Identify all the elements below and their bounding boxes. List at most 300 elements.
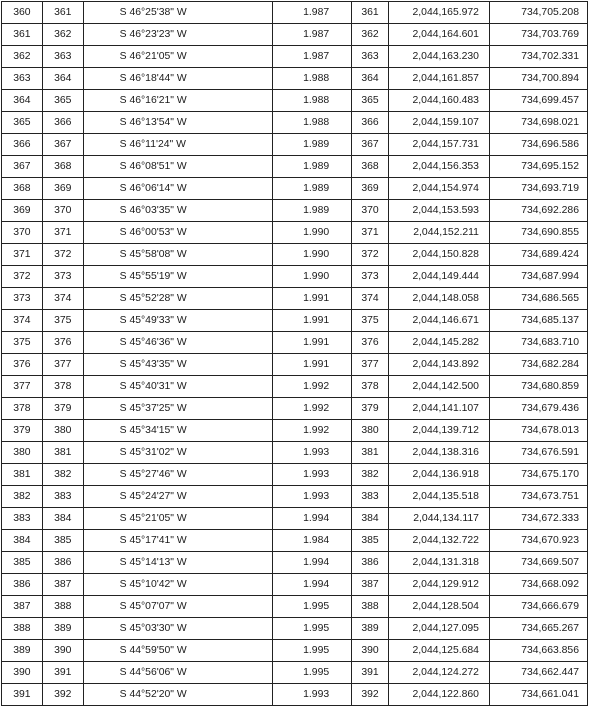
- distance-cell: [272, 662, 352, 684]
- y-coordinate-cell: [388, 398, 489, 420]
- x-coordinate-cell: [489, 46, 587, 68]
- from-station-text: 383: [13, 513, 31, 524]
- table-row: [2, 464, 588, 486]
- from-station-cell: [2, 640, 43, 662]
- to-station-cell: [42, 288, 83, 310]
- distance-cell: [272, 46, 352, 68]
- from-station-cell: [2, 46, 43, 68]
- to-station-text: 387: [54, 579, 72, 590]
- x-coordinate-cell: [489, 310, 587, 332]
- y-coordinate-cell: [388, 134, 489, 156]
- from-station-cell: [2, 684, 43, 706]
- y-coordinate-text: 2,044,157.731: [412, 139, 479, 150]
- x-coordinate-text: 734,699.457: [521, 95, 579, 106]
- bearing-cell: [83, 288, 272, 310]
- point-text: 387: [361, 579, 379, 590]
- from-station-cell: [2, 618, 43, 640]
- point-cell: [352, 662, 389, 684]
- x-coordinate-text: 734,690.855: [521, 227, 579, 238]
- from-station-text: 376: [13, 359, 31, 370]
- distance-text: 1.994: [303, 513, 330, 524]
- y-coordinate-text: 2,044,131.318: [412, 557, 479, 568]
- y-coordinate-cell: [388, 68, 489, 90]
- from-station-text: 372: [13, 271, 31, 282]
- bearing-cell: [83, 354, 272, 376]
- distance-cell: [272, 222, 352, 244]
- distance-cell: [272, 266, 352, 288]
- bearing-cell: [83, 420, 272, 442]
- to-station-cell: [42, 618, 83, 640]
- bearing-cell: [83, 178, 272, 200]
- from-station-text: 373: [13, 293, 31, 304]
- to-station-cell: [42, 310, 83, 332]
- x-coordinate-cell: [489, 618, 587, 640]
- point-text: 386: [361, 557, 379, 568]
- y-coordinate-cell: [388, 464, 489, 486]
- table-row: [2, 398, 588, 420]
- x-coordinate-text: 734,662.447: [521, 667, 579, 678]
- point-cell: [352, 68, 389, 90]
- bearing-cell: [83, 2, 272, 24]
- distance-cell: [272, 464, 352, 486]
- x-coordinate-text: 734,670.923: [521, 535, 579, 546]
- distance-text: 1.995: [303, 623, 330, 634]
- bearing-text: S 44°59'50" W: [119, 645, 187, 656]
- distance-text: 1.990: [303, 227, 330, 238]
- distance-text: 1.994: [303, 557, 330, 568]
- from-station-text: 382: [13, 491, 31, 502]
- table-row: [2, 156, 588, 178]
- distance-text: 1.992: [303, 425, 330, 436]
- point-cell: [352, 398, 389, 420]
- table-row: [2, 200, 588, 222]
- point-cell: [352, 178, 389, 200]
- to-station-text: 368: [54, 161, 72, 172]
- bearing-cell: [83, 574, 272, 596]
- distance-cell: [272, 684, 352, 706]
- y-coordinate-cell: [388, 200, 489, 222]
- y-coordinate-cell: [388, 662, 489, 684]
- y-coordinate-text: 2,044,160.483: [412, 95, 479, 106]
- bearing-text: S 46°25'38" W: [119, 7, 187, 18]
- point-cell: [352, 310, 389, 332]
- x-coordinate-cell: [489, 288, 587, 310]
- distance-text: 1.992: [303, 403, 330, 414]
- distance-text: 1.991: [303, 293, 330, 304]
- from-station-cell: [2, 508, 43, 530]
- bearing-cell: [83, 376, 272, 398]
- x-coordinate-cell: [489, 24, 587, 46]
- point-cell: [352, 46, 389, 68]
- table-row: [2, 46, 588, 68]
- bearing-cell: [83, 68, 272, 90]
- to-station-text: 371: [54, 227, 72, 238]
- to-station-cell: [42, 2, 83, 24]
- bearing-text: S 46°23'23" W: [119, 29, 187, 40]
- y-coordinate-cell: [388, 46, 489, 68]
- distance-text: 1.988: [303, 117, 330, 128]
- distance-cell: [272, 112, 352, 134]
- x-coordinate-cell: [489, 68, 587, 90]
- distance-cell: [272, 332, 352, 354]
- table-row: [2, 310, 588, 332]
- table-row: [2, 112, 588, 134]
- y-coordinate-text: 2,044,139.712: [412, 425, 479, 436]
- x-coordinate-cell: [489, 486, 587, 508]
- to-station-cell: [42, 46, 83, 68]
- bearing-text: S 45°43'35" W: [119, 359, 187, 370]
- to-station-text: 382: [54, 469, 72, 480]
- table-row: [2, 288, 588, 310]
- table-row: [2, 442, 588, 464]
- table-row: [2, 222, 588, 244]
- bearing-cell: [83, 112, 272, 134]
- from-station-text: 380: [13, 447, 31, 458]
- table-row: [2, 420, 588, 442]
- table-row: [2, 552, 588, 574]
- y-coordinate-text: 2,044,132.722: [412, 535, 479, 546]
- y-coordinate-cell: [388, 112, 489, 134]
- bearing-text: S 46°06'14" W: [119, 183, 187, 194]
- table-row: [2, 508, 588, 530]
- distance-cell: [272, 244, 352, 266]
- to-station-text: 376: [54, 337, 72, 348]
- y-coordinate-cell: [388, 552, 489, 574]
- from-station-text: 385: [13, 557, 31, 568]
- y-coordinate-text: 2,044,135.518: [412, 491, 479, 502]
- point-text: 382: [361, 469, 379, 480]
- x-coordinate-text: 734,663.856: [521, 645, 579, 656]
- distance-text: 1.991: [303, 359, 330, 370]
- bearing-text: S 45°07'07" W: [119, 601, 187, 612]
- to-station-text: 378: [54, 381, 72, 392]
- distance-text: 1.988: [303, 95, 330, 106]
- distance-text: 1.995: [303, 601, 330, 612]
- from-station-cell: [2, 288, 43, 310]
- bearing-text: S 46°16'21" W: [119, 95, 187, 106]
- point-cell: [352, 266, 389, 288]
- from-station-text: 364: [13, 95, 31, 106]
- bearing-cell: [83, 266, 272, 288]
- from-station-text: 379: [13, 425, 31, 436]
- x-coordinate-text: 734,698.021: [521, 117, 579, 128]
- bearing-text: S 45°49'33" W: [119, 315, 187, 326]
- from-station-cell: [2, 244, 43, 266]
- to-station-text: 366: [54, 117, 72, 128]
- y-coordinate-cell: [388, 24, 489, 46]
- x-coordinate-text: 734,675.170: [521, 469, 579, 480]
- x-coordinate-text: 734,682.284: [521, 359, 579, 370]
- y-coordinate-cell: [388, 332, 489, 354]
- y-coordinate-text: 2,044,127.095: [412, 623, 479, 634]
- to-station-cell: [42, 90, 83, 112]
- y-coordinate-cell: [388, 442, 489, 464]
- to-station-text: 385: [54, 535, 72, 546]
- point-text: 363: [361, 51, 379, 62]
- to-station-cell: [42, 552, 83, 574]
- to-station-text: 365: [54, 95, 72, 106]
- x-coordinate-cell: [489, 2, 587, 24]
- distance-cell: [272, 178, 352, 200]
- bearing-cell: [83, 684, 272, 706]
- bearing-cell: [83, 24, 272, 46]
- point-text: 368: [361, 161, 379, 172]
- bearing-cell: [83, 662, 272, 684]
- x-coordinate-cell: [489, 134, 587, 156]
- from-station-text: 381: [13, 469, 31, 480]
- y-coordinate-text: 2,044,150.828: [412, 249, 479, 260]
- from-station-cell: [2, 134, 43, 156]
- bearing-cell: [83, 90, 272, 112]
- x-coordinate-cell: [489, 222, 587, 244]
- distance-cell: [272, 156, 352, 178]
- y-coordinate-text: 2,044,159.107: [412, 117, 479, 128]
- point-cell: [352, 2, 389, 24]
- point-text: 365: [361, 95, 379, 106]
- distance-text: 1.993: [303, 491, 330, 502]
- bearing-text: S 45°17'41" W: [119, 535, 187, 546]
- y-coordinate-text: 2,044,143.892: [412, 359, 479, 370]
- to-station-text: 364: [54, 73, 72, 84]
- x-coordinate-cell: [489, 530, 587, 552]
- x-coordinate-cell: [489, 662, 587, 684]
- bearing-text: S 45°52'28" W: [119, 293, 187, 304]
- to-station-text: 390: [54, 645, 72, 656]
- x-coordinate-cell: [489, 398, 587, 420]
- to-station-cell: [42, 156, 83, 178]
- point-text: 361: [361, 7, 379, 18]
- from-station-text: 363: [13, 73, 31, 84]
- bearing-text: S 46°18'44" W: [119, 73, 187, 84]
- from-station-cell: [2, 266, 43, 288]
- bearing-cell: [83, 200, 272, 222]
- x-coordinate-cell: [489, 420, 587, 442]
- to-station-text: 369: [54, 183, 72, 194]
- from-station-text: 388: [13, 623, 31, 634]
- to-station-text: 379: [54, 403, 72, 414]
- point-cell: [352, 156, 389, 178]
- from-station-text: 365: [13, 117, 31, 128]
- y-coordinate-text: 2,044,145.282: [412, 337, 479, 348]
- point-text: 377: [361, 359, 379, 370]
- point-cell: [352, 486, 389, 508]
- table-row: [2, 354, 588, 376]
- x-coordinate-text: 734,695.152: [521, 161, 579, 172]
- from-station-cell: [2, 90, 43, 112]
- to-station-cell: [42, 662, 83, 684]
- distance-text: 1.989: [303, 139, 330, 150]
- y-coordinate-text: 2,044,129.912: [412, 579, 479, 590]
- distance-cell: [272, 574, 352, 596]
- y-coordinate-cell: [388, 640, 489, 662]
- point-cell: [352, 552, 389, 574]
- from-station-text: 386: [13, 579, 31, 590]
- from-station-text: 368: [13, 183, 31, 194]
- from-station-text: 374: [13, 315, 31, 326]
- to-station-cell: [42, 442, 83, 464]
- y-coordinate-text: 2,044,146.671: [412, 315, 479, 326]
- to-station-text: 370: [54, 205, 72, 216]
- bearing-cell: [83, 442, 272, 464]
- y-coordinate-text: 2,044,122.860: [412, 689, 479, 700]
- x-coordinate-cell: [489, 332, 587, 354]
- y-coordinate-text: 2,044,164.601: [412, 29, 479, 40]
- point-text: 375: [361, 315, 379, 326]
- to-station-cell: [42, 200, 83, 222]
- to-station-cell: [42, 398, 83, 420]
- x-coordinate-text: 734,700.894: [521, 73, 579, 84]
- bearing-cell: [83, 244, 272, 266]
- to-station-text: 381: [54, 447, 72, 458]
- from-station-cell: [2, 178, 43, 200]
- to-station-text: 391: [54, 667, 72, 678]
- point-text: 373: [361, 271, 379, 282]
- to-station-text: 388: [54, 601, 72, 612]
- distance-cell: [272, 640, 352, 662]
- bearing-text: S 45°14'13" W: [119, 557, 187, 568]
- point-text: 389: [361, 623, 379, 634]
- distance-cell: [272, 442, 352, 464]
- to-station-cell: [42, 574, 83, 596]
- to-station-cell: [42, 112, 83, 134]
- from-station-text: 371: [13, 249, 31, 260]
- distance-cell: [272, 310, 352, 332]
- from-station-text: 389: [13, 645, 31, 656]
- bearing-cell: [83, 332, 272, 354]
- y-coordinate-cell: [388, 354, 489, 376]
- distance-text: 1.990: [303, 249, 330, 260]
- point-text: 385: [361, 535, 379, 546]
- table-row: [2, 640, 588, 662]
- to-station-cell: [42, 178, 83, 200]
- from-station-text: 370: [13, 227, 31, 238]
- point-cell: [352, 288, 389, 310]
- distance-cell: [272, 398, 352, 420]
- x-coordinate-cell: [489, 244, 587, 266]
- point-cell: [352, 90, 389, 112]
- point-cell: [352, 332, 389, 354]
- to-station-text: 383: [54, 491, 72, 502]
- distance-text: 1.988: [303, 73, 330, 84]
- bearing-text: S 45°03'30" W: [119, 623, 187, 634]
- y-coordinate-text: 2,044,125.684: [412, 645, 479, 656]
- distance-cell: [272, 68, 352, 90]
- y-coordinate-cell: [388, 222, 489, 244]
- to-station-cell: [42, 222, 83, 244]
- x-coordinate-text: 734,668.092: [521, 579, 579, 590]
- bearing-text: S 45°10'42" W: [119, 579, 187, 590]
- from-station-text: 391: [13, 689, 31, 700]
- to-station-cell: [42, 376, 83, 398]
- y-coordinate-text: 2,044,165.972: [412, 7, 479, 18]
- to-station-text: 374: [54, 293, 72, 304]
- x-coordinate-cell: [489, 178, 587, 200]
- distance-text: 1.995: [303, 667, 330, 678]
- table-row: [2, 68, 588, 90]
- from-station-text: 378: [13, 403, 31, 414]
- from-station-cell: [2, 332, 43, 354]
- to-station-cell: [42, 354, 83, 376]
- to-station-cell: [42, 464, 83, 486]
- to-station-text: 380: [54, 425, 72, 436]
- bearing-cell: [83, 618, 272, 640]
- point-text: 369: [361, 183, 379, 194]
- point-text: 392: [361, 689, 379, 700]
- x-coordinate-text: 734,705.208: [521, 7, 579, 18]
- y-coordinate-text: 2,044,148.058: [412, 293, 479, 304]
- table-row: [2, 244, 588, 266]
- point-cell: [352, 640, 389, 662]
- x-coordinate-text: 734,689.424: [521, 249, 579, 260]
- distance-text: 1.993: [303, 469, 330, 480]
- from-station-cell: [2, 662, 43, 684]
- point-cell: [352, 684, 389, 706]
- from-station-cell: [2, 24, 43, 46]
- x-coordinate-cell: [489, 508, 587, 530]
- y-coordinate-cell: [388, 310, 489, 332]
- point-text: 374: [361, 293, 379, 304]
- point-cell: [352, 112, 389, 134]
- y-coordinate-cell: [388, 508, 489, 530]
- table-row: [2, 178, 588, 200]
- distance-cell: [272, 376, 352, 398]
- bearing-text: S 45°46'36" W: [119, 337, 187, 348]
- from-station-text: 375: [13, 337, 31, 348]
- y-coordinate-cell: [388, 420, 489, 442]
- from-station-cell: [2, 310, 43, 332]
- from-station-text: 387: [13, 601, 31, 612]
- point-cell: [352, 24, 389, 46]
- distance-cell: [272, 134, 352, 156]
- point-cell: [352, 596, 389, 618]
- x-coordinate-text: 734,692.286: [521, 205, 579, 216]
- x-coordinate-text: 734,666.679: [521, 601, 579, 612]
- bearing-cell: [83, 398, 272, 420]
- from-station-cell: [2, 442, 43, 464]
- distance-text: 1.990: [303, 271, 330, 282]
- y-coordinate-text: 2,044,128.504: [412, 601, 479, 612]
- x-coordinate-cell: [489, 156, 587, 178]
- from-station-cell: [2, 376, 43, 398]
- from-station-cell: [2, 112, 43, 134]
- to-station-cell: [42, 684, 83, 706]
- from-station-text: 367: [13, 161, 31, 172]
- distance-cell: [272, 596, 352, 618]
- point-cell: [352, 420, 389, 442]
- point-cell: [352, 442, 389, 464]
- point-cell: [352, 354, 389, 376]
- bearing-text: S 45°31'02" W: [119, 447, 187, 458]
- x-coordinate-cell: [489, 574, 587, 596]
- table-row: [2, 530, 588, 552]
- x-coordinate-cell: [489, 640, 587, 662]
- point-text: 376: [361, 337, 379, 348]
- x-coordinate-text: 734,665.267: [521, 623, 579, 634]
- distance-cell: [272, 420, 352, 442]
- from-station-cell: [2, 486, 43, 508]
- y-coordinate-text: 2,044,163.230: [412, 51, 479, 62]
- distance-text: 1.987: [303, 7, 330, 18]
- bearing-cell: [83, 222, 272, 244]
- point-cell: [352, 618, 389, 640]
- table-row: [2, 486, 588, 508]
- to-station-text: 375: [54, 315, 72, 326]
- distance-cell: [272, 200, 352, 222]
- y-coordinate-text: 2,044,138.316: [412, 447, 479, 458]
- y-coordinate-cell: [388, 266, 489, 288]
- distance-text: 1.991: [303, 337, 330, 348]
- point-cell: [352, 222, 389, 244]
